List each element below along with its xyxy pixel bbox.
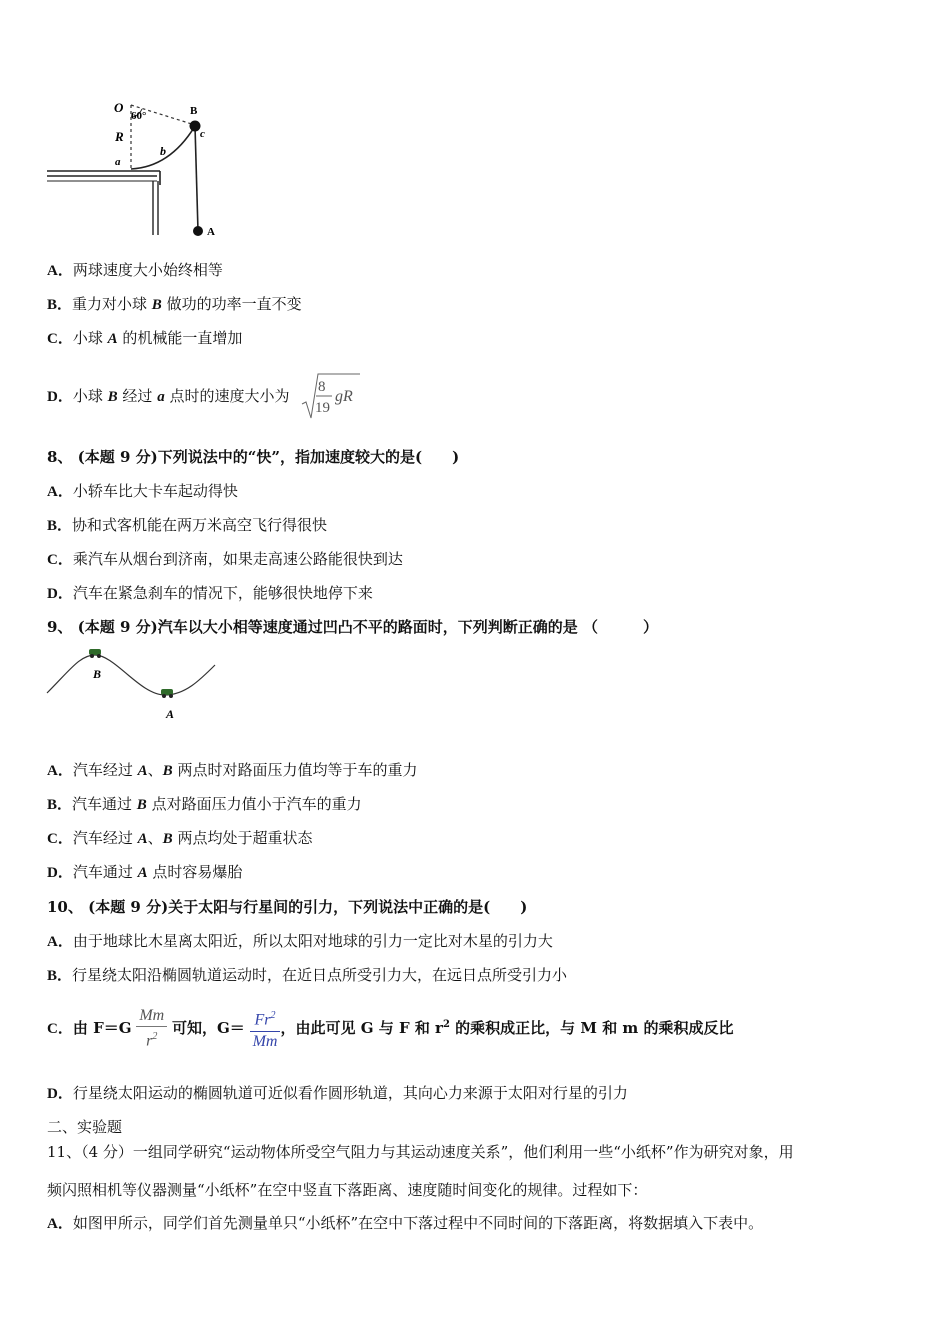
option-text: 两点均处于超重状态 [172,829,313,847]
label-R: R [115,129,124,144]
sqrt-expression [300,372,362,422]
fraction-fr2-over-mm [250,1006,281,1051]
frac-den [136,1026,167,1051]
option-text: 可知，G＝ [171,1019,245,1037]
option-label: B． [47,797,73,813]
option-text: 行星绕太阳运动的椭圆轨道可近似看作圆形轨道，其向心力来源于太阳对行星的引力 [72,1084,628,1102]
option-text: 如图甲所示，同学们首先测量单只“小纸杯”在空中下落过程中不同时间的下落距离，将数据填入下表中。 [72,1214,764,1232]
option-label: D． [47,389,73,405]
option-text: 由于地球比木星离太阳近，所以太阳对地球的引力一定比对木星的引力大 [72,932,553,950]
option-var: B [162,763,173,779]
option-text: 汽车经过 [72,829,138,847]
sqrt-num: 8 [318,379,326,395]
option-text: 、 [147,829,163,847]
option-var: B [151,297,162,313]
frac-den-var: r [146,1032,153,1050]
option-text: 重力对小球 [72,295,152,313]
option-text: 的乘积成正比，与 M 和 m 的乘积成反比 [449,1019,734,1037]
option-var: a [157,389,165,405]
option-text: 由 F＝G [72,1019,132,1037]
sqrt-den: 19 [315,400,331,416]
label-A: A [207,226,215,238]
label-A: A [166,707,175,721]
option-var: A [107,331,118,347]
frac-den-sup: 2 [152,1031,158,1043]
option-text: 做功的功率一直不变 [161,295,302,313]
option-label: A． [47,763,73,779]
q8-stem: 8、 (本题 9 分)下列说法中的“快”，指加速度较大的是( ) [47,448,460,466]
q9-option-d[interactable] [47,862,242,883]
label-c: c [200,128,205,140]
q11-line1: 11、（4 分）一组同学研究“运动物体所受空气阻力与其运动速度关系”，他们利用一些“小纸杯”作为研究对象，用 [47,1143,794,1161]
fraction-mm-over-r2 [136,1006,167,1051]
option-label: D． [47,865,73,881]
option-text: 汽车在紧急刹车的情况下，能够很快地停下来 [72,584,373,602]
option-text: 的机械能一直增加 [117,329,243,347]
q10-stem: 10、 (本题 9 分)关于太阳与行星间的引力，下列说法中正确的是( ) [47,898,528,916]
option-text: 汽车经过 [72,761,138,779]
label-O: O [114,100,124,115]
label-a: a [115,156,121,168]
sqrt-tail: gR [335,388,354,405]
option-label: C． [47,1021,73,1037]
figure-track-pendulum [45,95,230,245]
q8-option-d[interactable] [47,583,373,604]
option-text: 点对路面压力值小于汽车的重力 [146,795,362,813]
option-var: A [137,865,148,881]
option-label: B． [47,297,73,313]
option-text: 乘汽车从烟台到济南，如果走高速公路能很快到达 [72,550,403,568]
q9-option-b[interactable] [47,794,362,815]
option-var: B [107,389,118,405]
option-label: C． [47,552,73,568]
option-label: D． [47,586,73,602]
option-var: A [137,763,148,779]
q7-option-d[interactable] [47,372,362,422]
q11-line2: 频闪照相机等仪器测量“小纸杯”在空中竖直下落距离、速度随时间变化的规律。过程如下： [47,1181,648,1199]
car-top [89,649,101,658]
q8-option-a[interactable] [47,481,238,502]
option-sup: 2 [442,1019,450,1030]
option-text: 点时的速度大小为 [164,387,290,405]
frac-num: Mm [139,1007,165,1025]
q10-option-d[interactable] [47,1083,628,1104]
q9-option-a[interactable] [47,760,417,781]
q10-option-b[interactable] [47,965,567,986]
option-text: 行星绕太阳沿椭圆轨道运动时，在近日点所受引力大，在远日点所受引力小 [72,966,568,984]
option-label: A． [47,263,73,279]
option-text: 经过 [117,387,158,405]
frac-num-sup: 2 [270,1010,276,1022]
option-text: 小球 [72,387,108,405]
frac-num-var: Fr [254,1011,271,1029]
option-label: A． [47,1216,73,1232]
option-text: 两点时对路面压力值均等于车的重力 [172,761,418,779]
frac-den: Mm [250,1031,281,1052]
label-B: B [190,105,198,117]
option-label: C． [47,331,73,347]
option-var: A [137,831,148,847]
label-B: B [93,667,102,681]
figure-road [45,645,220,725]
label-angle: 60° [131,110,147,122]
option-text: 汽车通过 [72,863,138,881]
option-text: ，由此可见 G 与 F 和 r [280,1019,443,1037]
car-bottom [161,689,173,698]
option-label: D． [47,1086,73,1102]
option-text: 汽车通过 [72,795,137,813]
option-label: C． [47,831,73,847]
option-var: B [162,831,173,847]
q9-option-c[interactable] [47,828,312,849]
q8-option-c[interactable] [47,549,403,570]
q7-option-c[interactable] [47,328,242,349]
option-label: B． [47,518,73,534]
q10-option-c[interactable] [47,1000,734,1054]
option-text: 协和式客机能在两万米高空飞行得很快 [72,516,328,534]
option-var: B [136,797,147,813]
option-text: 小轿车比大卡车起动得快 [72,482,238,500]
option-text: 两球速度大小始终相等 [72,261,223,279]
option-text: 小球 [72,329,108,347]
option-label: B． [47,968,73,984]
q8-option-b[interactable] [47,515,327,536]
q9-stem: 9、 (本题 9 分)汽车以大小相等速度通过凹凸不平的路面时，下列判断正确的是 （ ） [47,618,658,636]
frac-num [250,1006,281,1030]
option-label: A． [47,934,73,950]
q7-option-b[interactable] [47,294,302,315]
option-label: A． [47,484,73,500]
label-b: b [160,144,166,158]
option-text: 点时容易爆胎 [147,863,243,881]
q11-option-a [47,1213,763,1234]
q10-option-a[interactable] [47,931,553,952]
section-title: 二、实验题 [47,1118,123,1136]
q7-option-a[interactable] [47,260,223,281]
option-text: 、 [147,761,163,779]
